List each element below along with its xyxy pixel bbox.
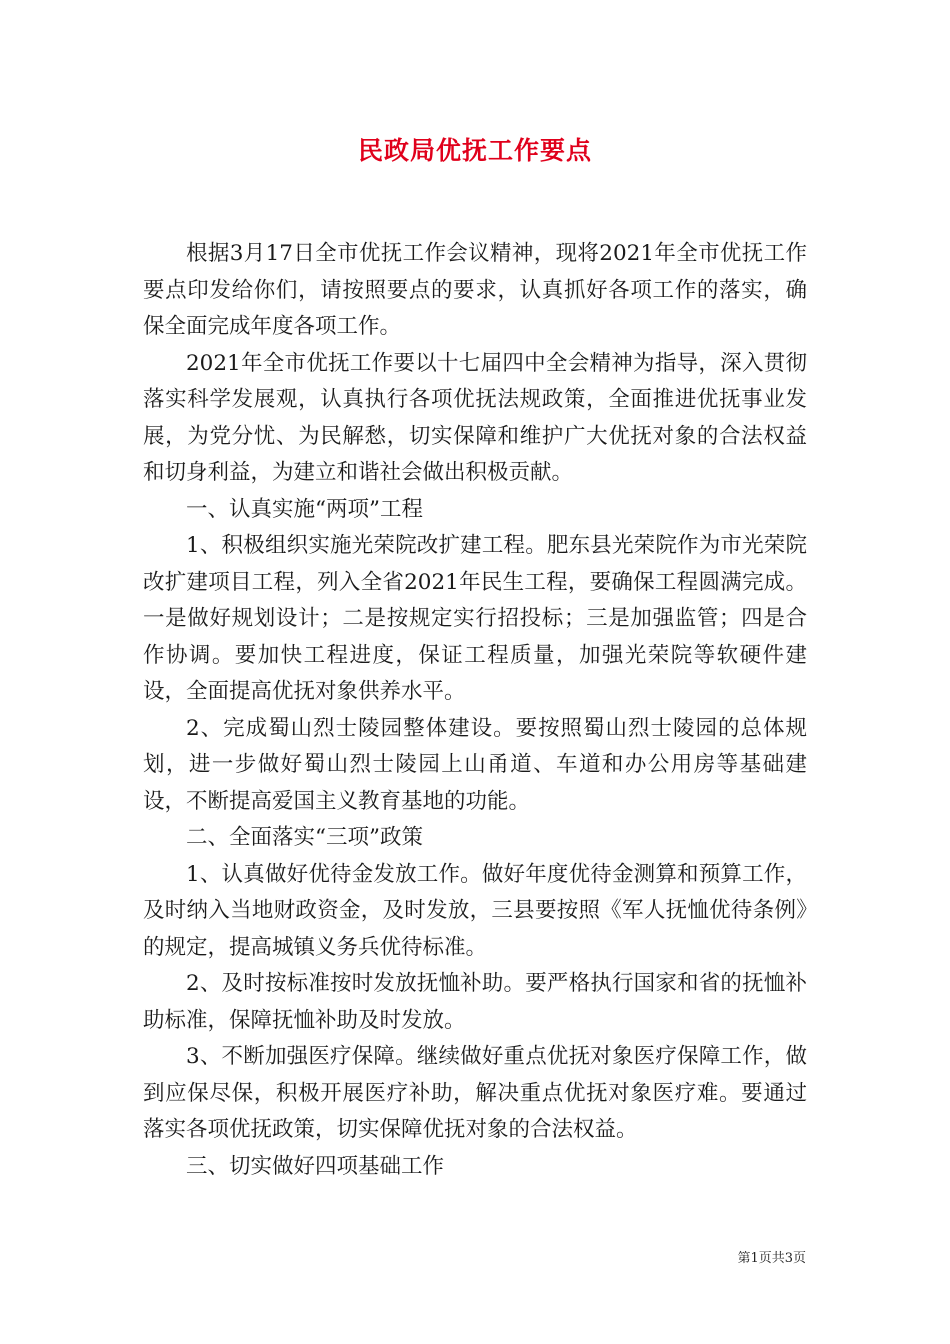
paragraph-item-2-3: 3、不断加强医疗保障。继续做好重点优抚对象医疗保障工作，做到应保尽保，积极开展医疗补助，解决重点优抚对象医疗难。要通过落实各项优抚政策，切实保障优抚对象的合法权益。 <box>143 1044 807 1142</box>
section-heading-3: 三、切实做好四项基础工作 <box>186 1153 445 1179</box>
document-body <box>143 236 807 1185</box>
section-heading-1: 一、认真实施“两项”工程 <box>186 496 423 522</box>
paragraph-intro: 根据3月17日全市优抚工作会议精神，现将2021年全市优抚工作要点印发给你们，请按照要点的要求，认真抓好各项工作的落实，确保全面完成年度各项工作。 <box>143 241 807 339</box>
paragraph-item-2-2: 2、及时按标准按时发放抚恤补助。要严格执行国家和省的抚恤补助标准，保障抚恤补助及时发放。 <box>143 971 807 1033</box>
paragraph-guideline: 2021年全市优抚工作要以十七届四中全会精神为指导，深入贯彻落实科学发展观，认真执行各项优抚法规政策，全面推进优抚事业发展，为党分忧、为民解愁，切实保障和维护广大优抚对象的合法权益和切身利益，为建立和谐社会做出积极贡献。 <box>143 350 807 485</box>
document-title: 民政局优抚工作要点 <box>357 136 592 165</box>
paragraph-item-2-1: 1、认真做好优待金发放工作。做好年度优待金测算和预算工作，及时纳入当地财政资金，及时发放，三县要按照《军人抚恤优待条例》的规定，提高城镇义务兵优待标准。 <box>143 861 807 960</box>
paragraph-item-1-2: 2、完成蜀山烈士陵园整体建设。要按照蜀山烈士陵园的总体规划，进一步做好蜀山烈士陵园上山甬道、车道和办公用房等基础建设，不断提高爱国主义教育基地的功能。 <box>143 715 807 814</box>
section-heading-2: 二、全面落实“三项”政策 <box>186 825 423 850</box>
paragraph-item-1-1: 1、积极组织实施光荣院改扩建工程。肥东县光荣院作为市光荣院改扩建项目工程，列入全省2021年民生工程，要确保工程圆满完成。一是做好规划设计；二是按规定实行招投标；三是加强监管；四是合作协调。要加快工程进度，保证工程质量，加强光荣院等软硬件建设，全面提高优抚对象供养水平。 <box>143 533 807 704</box>
page-number: 第1页共3页 <box>737 1251 806 1266</box>
